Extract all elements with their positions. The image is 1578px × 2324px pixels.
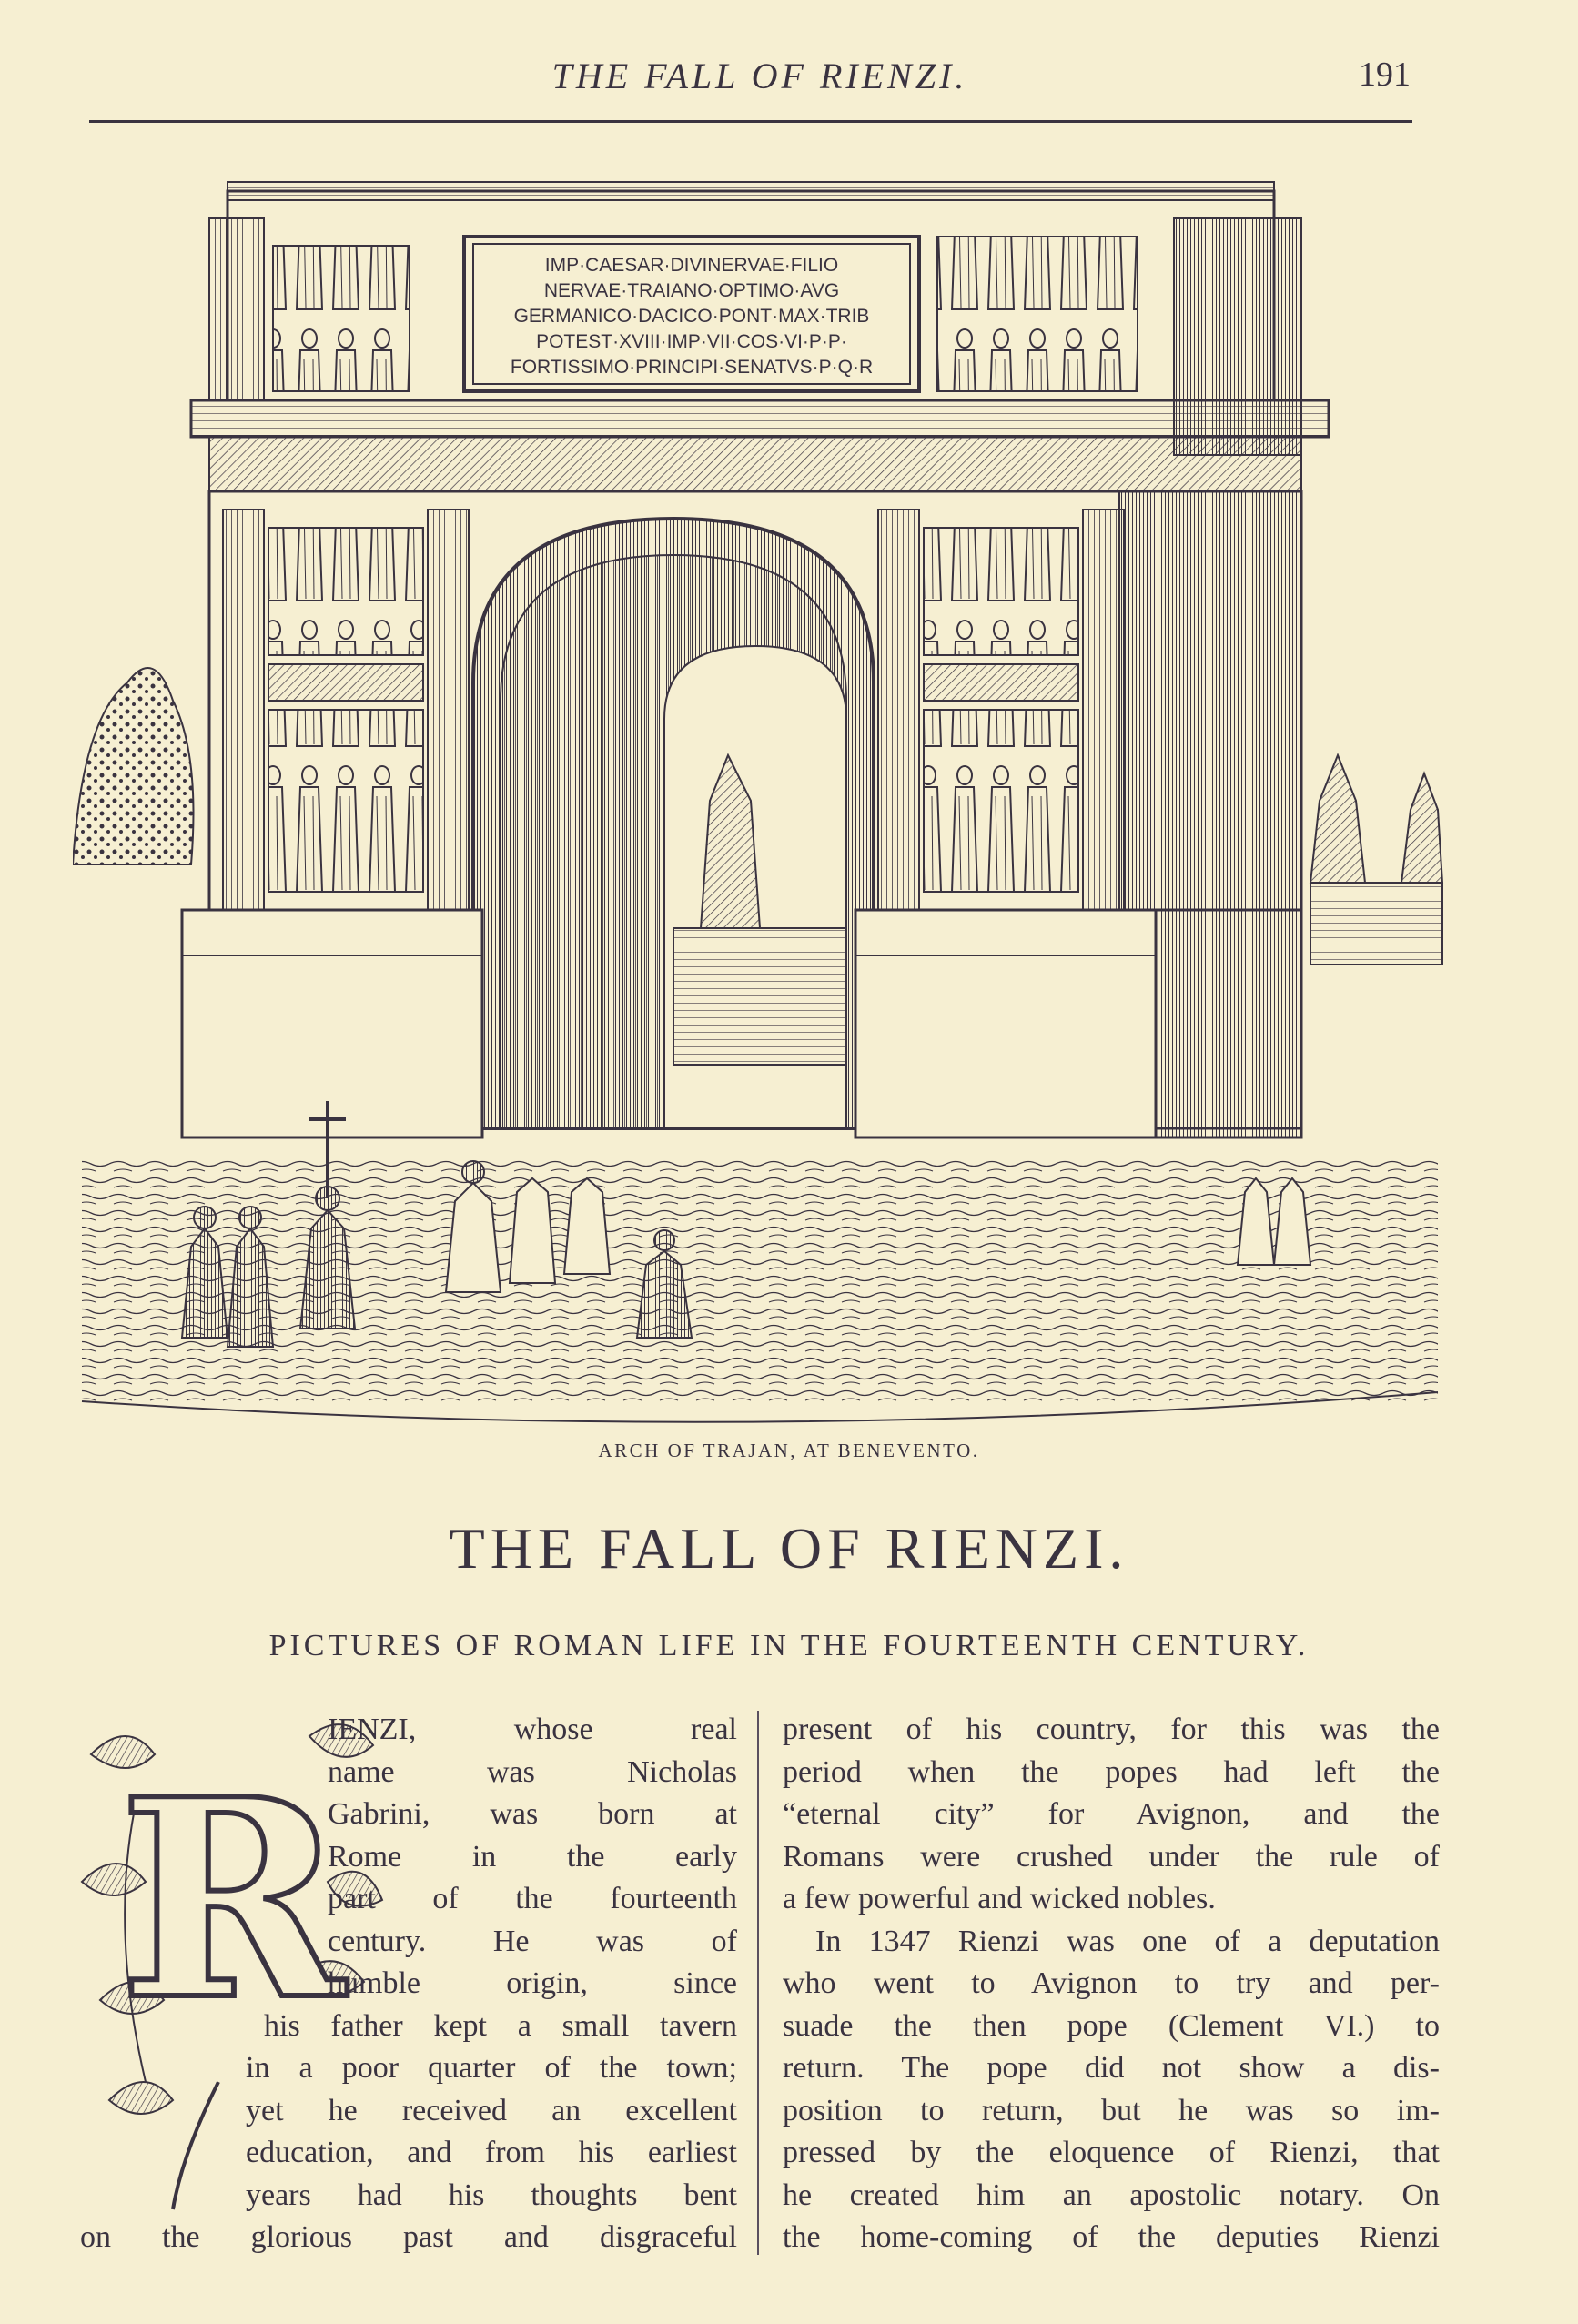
- text-line: humble origin, since: [328, 1966, 737, 2000]
- arch-of-trajan: [182, 182, 1329, 1137]
- text-line: who went to Avignon to try and per-: [783, 1966, 1440, 2000]
- text-line: yet he received an excellent: [246, 2093, 737, 2127]
- arch-engraving: [73, 173, 1447, 1429]
- column-divider: [757, 1711, 759, 2255]
- text-line: Gabrini, was born at: [328, 1797, 737, 1831]
- running-header: [91, 55, 1411, 109]
- text-line: IENZI, whose real: [328, 1713, 737, 1746]
- text-line: position to return, but he was so im-: [783, 2093, 1440, 2127]
- text-line: his father kept a small tavern: [264, 2008, 737, 2043]
- article-title: THE FALL OF RIENZI.: [449, 1516, 1129, 1581]
- text-line: century. He was of: [328, 1924, 737, 1958]
- article-subtitle: PICTURES OF ROMAN LIFE IN THE FOURTEENTH CENTURY.: [268, 1629, 1310, 1662]
- text-line: he created him an apostolic notary. On: [783, 2177, 1440, 2212]
- inscription-line: GERMANICO·DACICO·PONT·MAX·TRIB: [513, 306, 870, 327]
- text-line: present of his country, for this was the: [783, 1713, 1440, 1746]
- ground: [82, 1156, 1438, 1401]
- text-line: period when the popes had left the: [783, 1754, 1440, 1789]
- text-line: years had his thoughts bent: [246, 2177, 737, 2212]
- text-line: education, and from his earliest: [246, 2136, 737, 2169]
- text-line: in a poor quarter of the town;: [246, 2051, 737, 2085]
- text-line: the home-coming of the deputies Rienzi: [783, 2220, 1440, 2254]
- right-column: [783, 1709, 1440, 2259]
- text-line: a few powerful and wicked nobles.: [783, 1882, 1216, 1915]
- header-rule: [89, 120, 1412, 123]
- inscription-line: NERVAE·TRAIANO·OPTIMO·AVG: [543, 280, 840, 301]
- text-line: “eternal city” for Avignon, and the: [783, 1797, 1440, 1831]
- text-line: pressed by the eloquence of Rienzi, that: [783, 2136, 1440, 2169]
- running-title: THE FALL OF RIENZI.: [551, 56, 968, 96]
- text-line: part of the fourteenth: [328, 1882, 737, 1915]
- text-line: In 1347 Rienzi was one of a deputation: [815, 1924, 1440, 1958]
- text-line: Rome in the early: [328, 1839, 737, 1874]
- inscription-line: POTEST·XVIII·IMP·VII·COS·VI·P·P·: [536, 331, 847, 352]
- inscription-line: IMP·CAESAR·DIVINERVAE·FILIO: [544, 255, 839, 276]
- drop-cap-letter: R: [118, 1739, 346, 2060]
- text-line: name was Nicholas: [328, 1754, 737, 1789]
- text-line: Romans were crushed under the rule of: [783, 1839, 1440, 1874]
- text-line: return. The pope did not show a dis-: [783, 2051, 1440, 2085]
- left-column: [80, 1709, 737, 2259]
- page-number: 191: [1359, 56, 1411, 94]
- arch-inscription: [511, 255, 873, 378]
- text-line: on the glorious past and disgraceful: [80, 2220, 737, 2254]
- text-line: suade the then pope (Clement VI.) to: [783, 2008, 1440, 2043]
- illustration-caption: ARCH OF TRAJAN, AT BENEVENTO.: [598, 1440, 980, 1461]
- inscription-line: FORTISSIMO·PRINCIPI·SENATVS·P·Q·R: [510, 357, 874, 378]
